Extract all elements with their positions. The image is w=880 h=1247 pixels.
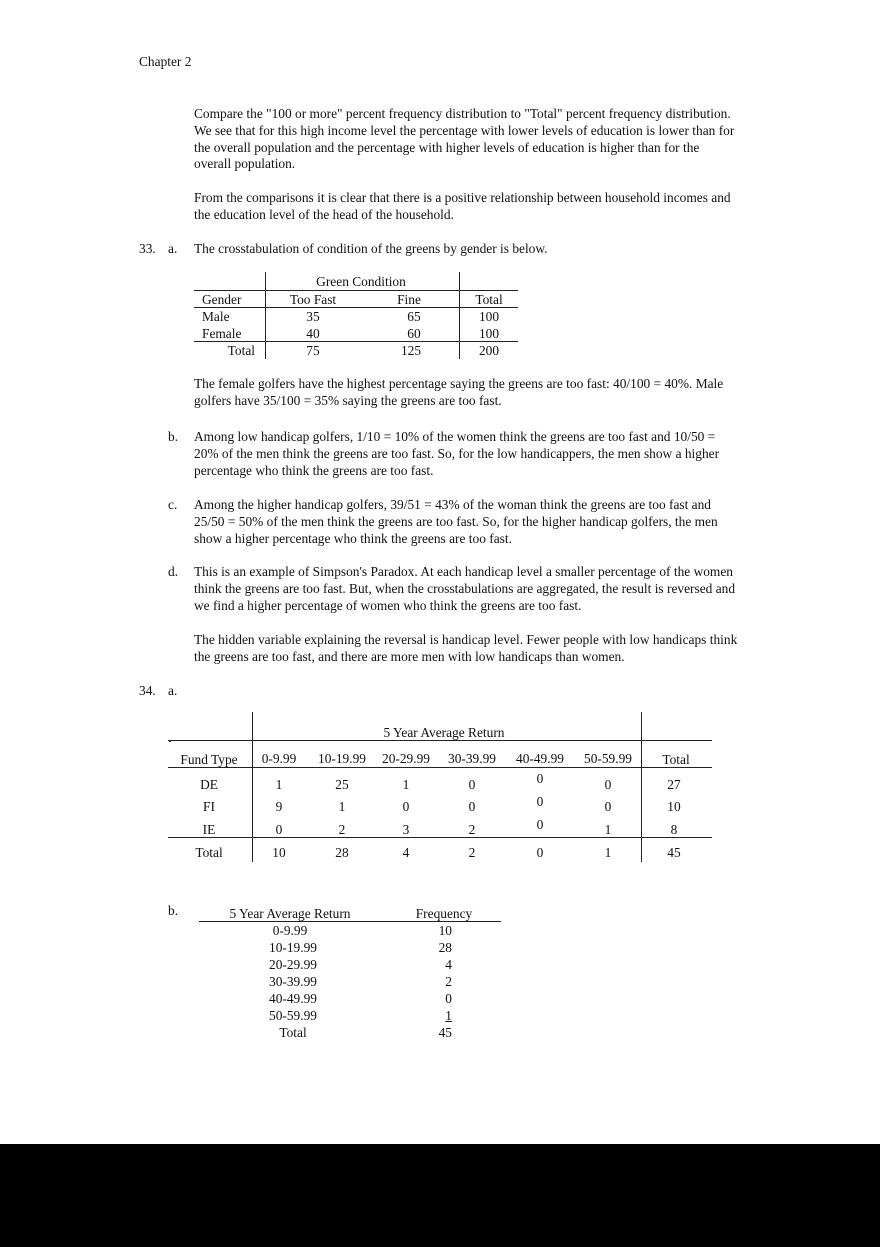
- table-cell: 75: [306, 343, 320, 358]
- table-cell: 4: [445, 957, 452, 972]
- q33a-intro: The crosstabulation of condition of the greens by gender is below.: [194, 241, 548, 256]
- table-cell: 10: [272, 845, 286, 860]
- table-divider: [265, 272, 266, 359]
- question-number-33: 33.: [139, 241, 156, 256]
- table-cell: Male: [202, 309, 230, 324]
- q33a-conclusion: [194, 376, 784, 410]
- text-line: The female golfers have the highest percentage saying the greens are too fast: 40/100 = 40%. Male: [194, 376, 724, 391]
- text-line: Compare the "100 or more" percent frequency distribution to "Total" percent frequency distribution.: [194, 106, 731, 121]
- table-group-header: 5 Year Average Return: [383, 725, 505, 740]
- text-line: the overall population and the percentage with higher levels of education is higher than for the: [194, 139, 700, 155]
- column-header: Frequency: [415, 906, 473, 921]
- table-cell: 100: [478, 309, 500, 324]
- table-cell: 40: [306, 326, 320, 341]
- text-line: The hidden variable explaining the reversal is handicap level. Fewer people with low handicaps think: [194, 632, 738, 647]
- q33b-answer: [194, 429, 784, 479]
- part-letter-34a: a.: [168, 683, 178, 698]
- text-line: think the greens are too fast. But, when the crosstabulations are aggregated, the result is reversed and: [194, 580, 736, 596]
- text-line: show a higher percentage who think the greens are too fast.: [194, 530, 512, 546]
- text-line: golfers have 35/100 = 35% saying the greens are too fast.: [194, 392, 502, 408]
- table-divider: [459, 272, 460, 359]
- table-cell: 0: [536, 794, 544, 809]
- table-cell: 1: [604, 822, 612, 837]
- text-line: Among the higher handicap golfers, 39/51 = 43% of the woman think the greens are too fast and: [194, 497, 712, 512]
- table-cell: 200: [478, 343, 500, 358]
- intro-paragraph-1: [194, 106, 784, 173]
- table-cell: Female: [202, 326, 242, 341]
- column-header: 10-19.99: [318, 751, 366, 766]
- table-cell: 45: [667, 845, 681, 860]
- column-header: Total: [475, 292, 503, 307]
- table-total-label: Total: [279, 1025, 307, 1040]
- table-cell: 28: [438, 940, 452, 955]
- table-cell: 65: [407, 309, 421, 324]
- table-cell: 1: [604, 845, 612, 860]
- table-rule: [194, 307, 518, 308]
- table-cell: 1: [275, 777, 283, 792]
- text-line: the education level of the head of the household.: [194, 206, 454, 222]
- column-header: Gender: [202, 292, 242, 307]
- table-group-header: Green Condition: [316, 274, 406, 289]
- text-line: This is an example of Simpson's Paradox. At each handicap level a smaller percentage of the women: [194, 564, 733, 579]
- text-line: we find a higher percentage of women who think the greens are too fast.: [194, 597, 582, 613]
- q33d-answer: [194, 564, 784, 614]
- table-cell: 20-29.99: [269, 957, 317, 972]
- table-cell: 2: [338, 822, 346, 837]
- table-cell: 0: [402, 799, 410, 814]
- q33c-answer: [194, 497, 784, 547]
- table-cell: 28: [335, 845, 349, 860]
- table-cell: 0: [536, 771, 544, 786]
- column-header: Total: [662, 752, 690, 767]
- part-letter-33c: c.: [168, 497, 178, 512]
- table-cell: 8: [670, 822, 678, 837]
- text-line: Among low handicap golfers, 1/10 = 10% of the women think the greens are too fast and 10/50 =: [194, 429, 716, 444]
- table-cell: 1: [402, 777, 410, 792]
- table-cell: 0: [468, 799, 476, 814]
- text-line: the greens are too fast, and there are more men with low handicaps than women.: [194, 648, 625, 664]
- text-line: percentage who think the greens are too fast.: [194, 462, 434, 478]
- table-cell: 0: [445, 991, 452, 1006]
- table-cell: 10-19.99: [269, 940, 317, 955]
- table-cell: 0: [275, 822, 283, 837]
- table-cell: 1: [445, 1008, 452, 1023]
- table-cell: 30-39.99: [269, 974, 317, 989]
- text-line: 20% of the men think the greens are too fast. So, for the low handicappers, the men show a higher: [194, 445, 720, 461]
- intro-paragraph-2: [194, 190, 784, 224]
- column-header: 30-39.99: [448, 751, 496, 766]
- table-cell: 125: [400, 343, 422, 358]
- table-cell: 25: [335, 777, 349, 792]
- part-letter-34b: b.: [168, 903, 179, 918]
- q33d-explanation: [194, 632, 784, 666]
- table-total-label: Total: [195, 845, 223, 860]
- part-letter-33b: b.: [168, 429, 179, 444]
- table-rule: [168, 837, 712, 838]
- stray-dot: [169, 740, 171, 742]
- part-letter-33a: a.: [168, 241, 178, 256]
- table-cell: 0: [604, 777, 612, 792]
- table-cell: 0-9.99: [272, 923, 308, 938]
- table-cell: 60: [407, 326, 421, 341]
- table-divider: [252, 712, 253, 862]
- column-header: 0-9.99: [261, 751, 297, 766]
- table-row-label: IE: [202, 822, 216, 837]
- table-cell: 100: [478, 326, 500, 341]
- table-cell: 0: [536, 845, 544, 860]
- table-cell: 2: [445, 974, 452, 989]
- table-cell: 3: [402, 822, 410, 837]
- table-cell: 10: [438, 923, 452, 938]
- part-letter-33d: d.: [168, 564, 179, 579]
- table-cell: 0: [468, 777, 476, 792]
- text-line: From the comparisons it is clear that there is a positive relationship between household incomes and: [194, 190, 731, 205]
- table-cell: 1: [338, 799, 346, 814]
- table-cell: 9: [275, 799, 283, 814]
- table-cell: 35: [306, 309, 320, 324]
- black-bottom-region: [0, 1144, 880, 1247]
- column-header: 50-59.99: [584, 751, 632, 766]
- column-header: Fund Type: [180, 752, 238, 767]
- table-cell: 40-49.99: [269, 991, 317, 1006]
- chapter-header: Chapter 2: [139, 54, 192, 69]
- table-divider: [641, 712, 642, 862]
- table-cell: 27: [667, 777, 681, 792]
- table-row-label: FI: [203, 799, 215, 814]
- text-line: overall population.: [194, 156, 296, 172]
- column-header: 5 Year Average Return: [229, 906, 351, 921]
- table-cell: 4: [402, 845, 410, 860]
- table-cell: 10: [667, 799, 681, 814]
- column-header: Too Fast: [289, 292, 337, 307]
- text-line: We see that for this high income level the percentage with lower levels of education is lower than for: [194, 122, 735, 138]
- question-number-34: 34.: [139, 683, 156, 698]
- table-cell: 50-59.99: [269, 1008, 317, 1023]
- table-cell: 45: [438, 1025, 452, 1040]
- text-line: 25/50 = 50% of the men think the greens are too fast. So, for the higher handicap golfers, the men: [194, 513, 718, 529]
- table-cell: 2: [468, 822, 476, 837]
- table-rule: [194, 341, 518, 342]
- table-cell: 0: [536, 817, 544, 832]
- table-cell: 2: [468, 845, 476, 860]
- table-cell: 0: [604, 799, 612, 814]
- table-row-label: DE: [200, 777, 218, 792]
- column-header: Fine: [397, 292, 421, 307]
- table-total-label: Total: [227, 343, 255, 358]
- column-header: 20-29.99: [382, 751, 430, 766]
- column-header: 40-49.99: [516, 751, 564, 766]
